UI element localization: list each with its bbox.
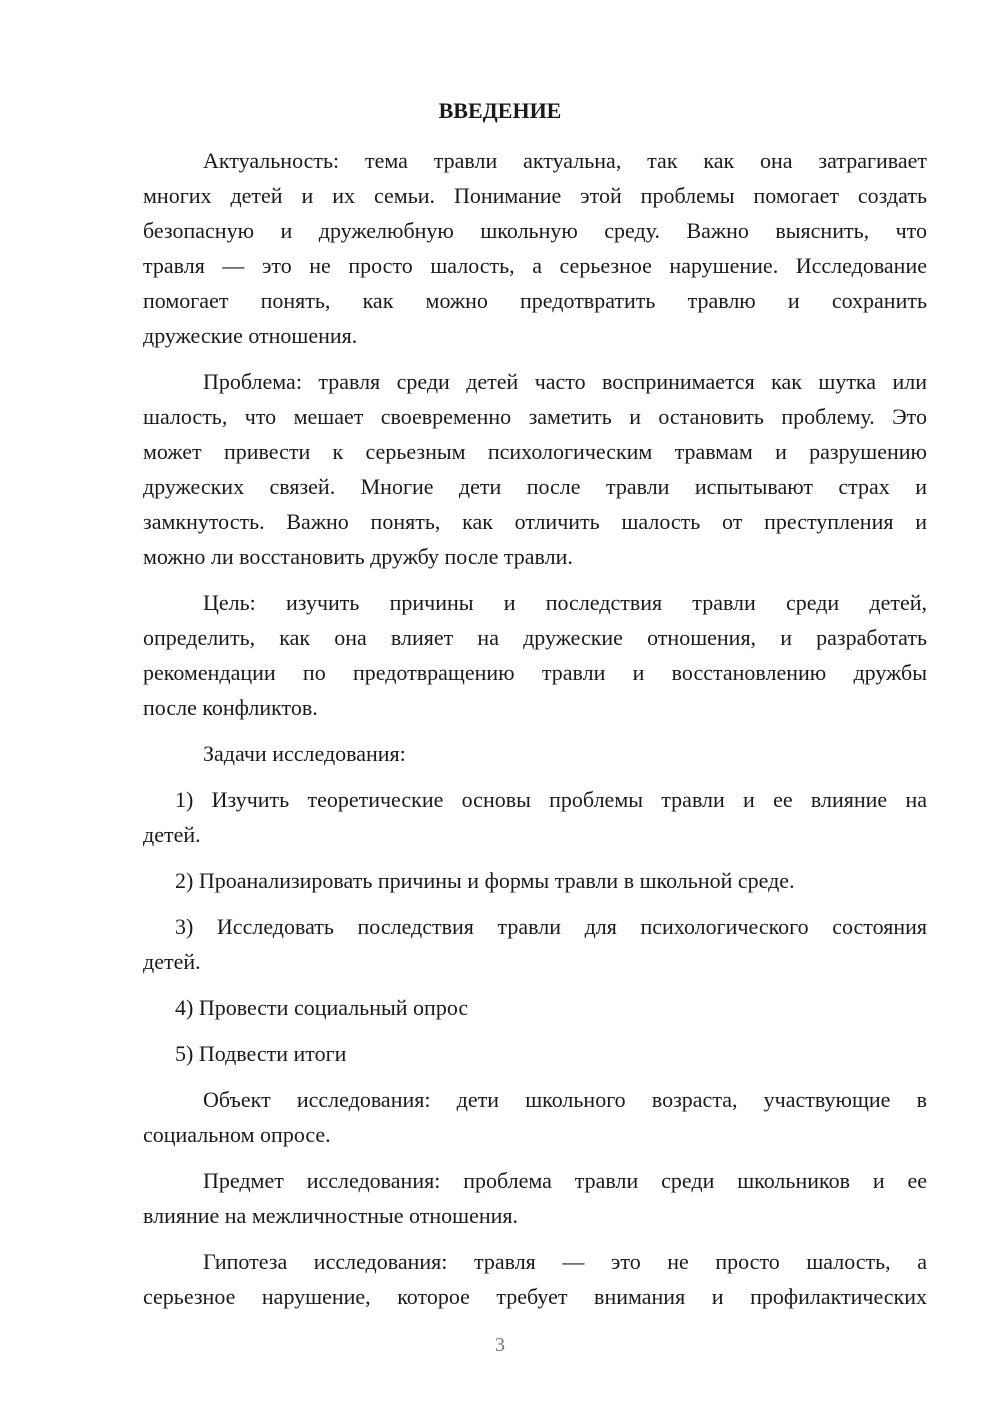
document-body bbox=[143, 143, 927, 1314]
text-line: травля — это не просто шалость, а серьезное нарушение. Исследование bbox=[143, 253, 927, 278]
paragraph bbox=[143, 1082, 927, 1152]
text-line: Объект исследования: дети школьного возраста, участвующие в bbox=[203, 1087, 927, 1112]
page-number: 3 bbox=[495, 1334, 505, 1356]
text-line: помогает понять, как можно предотвратить травлю и сохранить bbox=[143, 288, 927, 313]
paragraph bbox=[143, 736, 927, 771]
text-line: детей. bbox=[143, 822, 201, 847]
text-line: Гипотеза исследования: травля — это не просто шалость, а bbox=[203, 1249, 927, 1274]
text-line: 4) Провести социальный опрос bbox=[175, 995, 469, 1020]
text-line: безопасную и дружелюбную школьную среду. Важно выяснить, что bbox=[143, 218, 927, 243]
list-item bbox=[143, 863, 927, 898]
list-item bbox=[143, 990, 927, 1025]
paragraph bbox=[143, 1244, 927, 1314]
text-line: рекомендации по предотвращению травли и восстановлению дружбы bbox=[143, 660, 927, 685]
text-line: дружеские отношения. bbox=[143, 323, 358, 348]
paragraph bbox=[143, 1163, 927, 1233]
text-line: может привести к серьезным психологическим травмам и разрушению bbox=[143, 439, 927, 464]
text-line: дружеских связей. Многие дети после травли испытывают страх и bbox=[143, 474, 927, 499]
text-line: замкнутость. Важно понять, как отличить шалость от преступления и bbox=[143, 509, 927, 534]
text-line: определить, как она влияет на дружеские отношения, и разработать bbox=[143, 625, 927, 650]
text-line: 3) Исследовать последствия травли для психологического состояния bbox=[175, 914, 927, 939]
list-item bbox=[143, 909, 927, 979]
text-line: 1) Изучить теоретические основы проблемы травли и ее влияние на bbox=[175, 787, 927, 812]
text-line: можно ли восстановить дружбу после травли. bbox=[143, 544, 573, 569]
text-line: после конфликтов. bbox=[143, 695, 318, 720]
text-line: Предмет исследования: проблема травли среди школьников и ее bbox=[203, 1168, 927, 1193]
section-title: ВВЕДЕНИЕ bbox=[438, 98, 562, 123]
text-line: 2) Проанализировать причины и формы травли в школьной среде. bbox=[175, 868, 795, 893]
text-line: Актуальность: тема травли актуальна, так как она затрагивает bbox=[203, 148, 927, 173]
text-line: детей. bbox=[143, 949, 201, 974]
text-line: серьезное нарушение, которое требует внимания и профилактических bbox=[143, 1284, 927, 1309]
text-line: шалость, что мешает своевременно заметить и остановить проблему. Это bbox=[143, 404, 927, 429]
text-line: Цель: изучить причины и последствия травли среди детей, bbox=[203, 590, 927, 615]
list-item bbox=[143, 782, 927, 852]
text-line: многих детей и их семьи. Понимание этой проблемы помогает создать bbox=[143, 183, 927, 208]
text-line: Задачи исследования: bbox=[203, 741, 406, 766]
paragraph bbox=[143, 364, 927, 574]
text-line: влияние на межличностные отношения. bbox=[143, 1203, 519, 1228]
text-line: социальном опросе. bbox=[143, 1122, 331, 1147]
paragraph bbox=[143, 585, 927, 725]
text-line: Проблема: травля среди детей часто воспринимается как шутка или bbox=[203, 369, 927, 394]
list-item bbox=[143, 1036, 927, 1071]
text-line: 5) Подвести итоги bbox=[175, 1041, 347, 1066]
paragraph bbox=[143, 143, 927, 353]
